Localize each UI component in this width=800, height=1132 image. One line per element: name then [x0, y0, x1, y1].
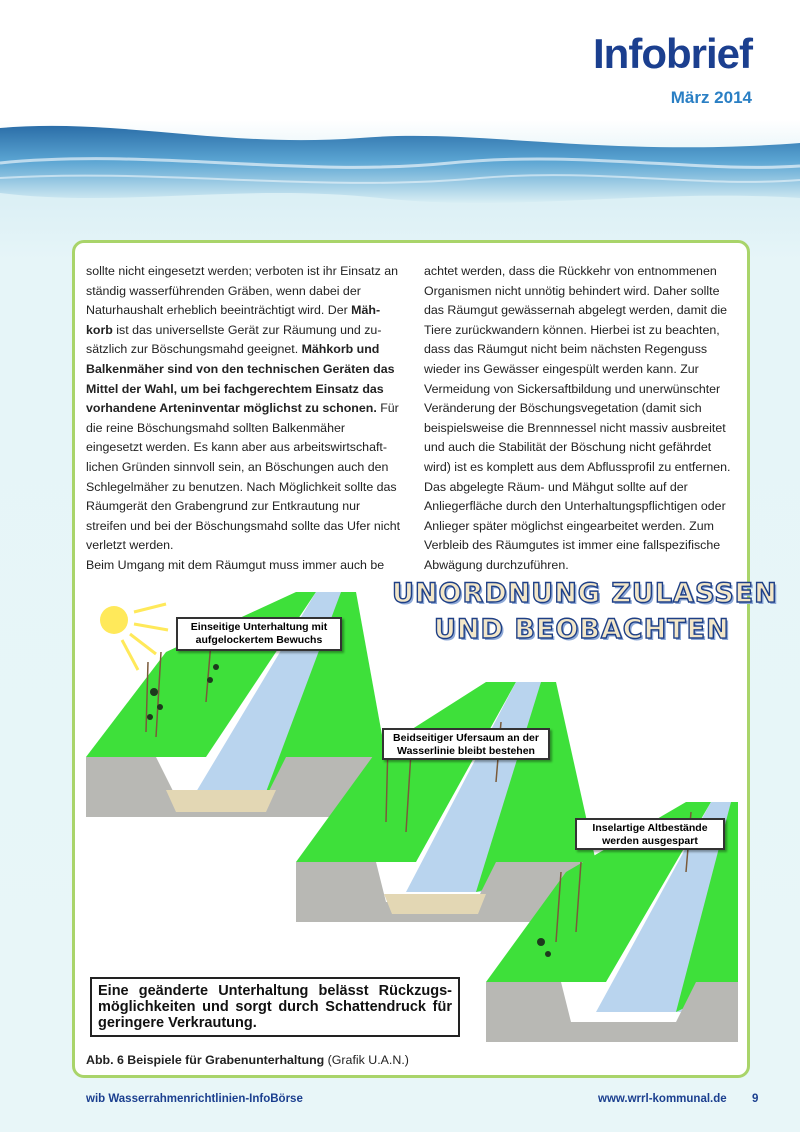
caption-bold: Abb. 6 Beispiele für Grabenunterhaltung	[86, 1053, 325, 1067]
water-wave-header-image	[0, 118, 800, 238]
footer-publication: wib Wasserrahmenrichtlinien-InfoBörse	[86, 1093, 303, 1105]
left-text-run: ist das universellste Gerät zur Räumung und zusätzlich zur Böschungsmahd geeignet.	[86, 322, 382, 357]
figure-banner-line1: UNORDNUNG ZULASSEN	[392, 578, 778, 609]
newsletter-title: Infobrief	[593, 30, 752, 77]
left-text-bold-run: Mähkorb	[86, 303, 381, 337]
callout-one-sided-maintenance: Einseitige Unterhaltung mit aufgelockertem Bewuchs	[176, 617, 342, 651]
issue-date: März 2014	[670, 88, 752, 107]
footer-url-link[interactable]: www.wrrl-kommunal.de	[598, 1093, 727, 1105]
right-paragraph: achtet werden, dass die Rückkehr von entnommenen Organismen nicht unnötig behindert wird. Daher sollte das Räumgut gewässernah abgelegt werden, damit die Tiere zurückwandern können. Hierbei ist zu beachten, dass das Räumgut nicht beim nächsten Regenguss wieder ins Gewässer eingespült werden kann. Zur Vermeidung von Sickersaftbildung und unerwünschter Veränderung der Böschungsvegetation (damit sich beispielsweise die Brennnessel nicht massiv ausbreitet und auch die Stabilität der Böschung nicht gefährdet wird) ist es komplett aus dem Abflussprofil zu entfernen. Das abgelegte Räum- und Mähgut sollte auf der Anliegerfläche durch den Unterhaltungspflichtigen oder Anlieger später möglichst eingearbeitet werden. Zum Verbleib des Räumgutes ist immer eine fallspezifische Abwägung durchzuführen.	[424, 264, 731, 572]
figure-note-box: Eine geänderte Unterhaltung belässt Rückzugsmöglichkeiten und sorgt durch Schattendruck für geringere Verkrautung.	[90, 977, 460, 1037]
left-text-bold-run: Mähkorb und Balkenmäher sind von den technischen Geräten das Mittel der Wahl, um bei fachgerechtem Einsatz das vorhandene Arteninventar möglichst zu schonen.	[86, 342, 395, 416]
sun-icon	[100, 604, 168, 670]
left-text-run: Für die reine Böschungsmahd sollten Balkenmäher eingesetzt werden. Es kann aber aus arbeitswirtschaftlichen Gründen sinnvoll sein, an Böschungen auch den Schlegelmäher zu benutzen. Nach Möglichkeit sollte das Räumgerät den Grabengrund zur Entkrautung nur streifen und bei der Böschungsmahd sollte das Ufer nicht verletzt werden.	[86, 401, 401, 553]
caption-credit: (Grafik U.A.N.)	[324, 1053, 409, 1067]
text-column-right	[424, 262, 740, 576]
figure-caption	[86, 1053, 409, 1067]
callout-both-banks: Beidseitiger Ufersaum an der Wasserlinie bleibt bestehen	[382, 728, 550, 760]
text-column-left	[86, 262, 402, 576]
left-paragraph	[86, 262, 402, 576]
left-text-run: Beim Umgang mit dem Räumgut muss immer auch be	[86, 557, 385, 572]
page-number: 9	[752, 1093, 759, 1105]
figure-banner-line2: UND BEOBACHTEN	[434, 614, 730, 645]
left-text-run: sollte nicht eingesetzt werden; verboten ist ihr Einsatz an ständig wasserführenden Gräben, wenn dabei der Naturhaushalt erheblich beeinträchtigt wird. Der	[86, 264, 398, 318]
callout-island-vegetation: Inselartige Altbestände werden ausgespart	[575, 818, 725, 850]
